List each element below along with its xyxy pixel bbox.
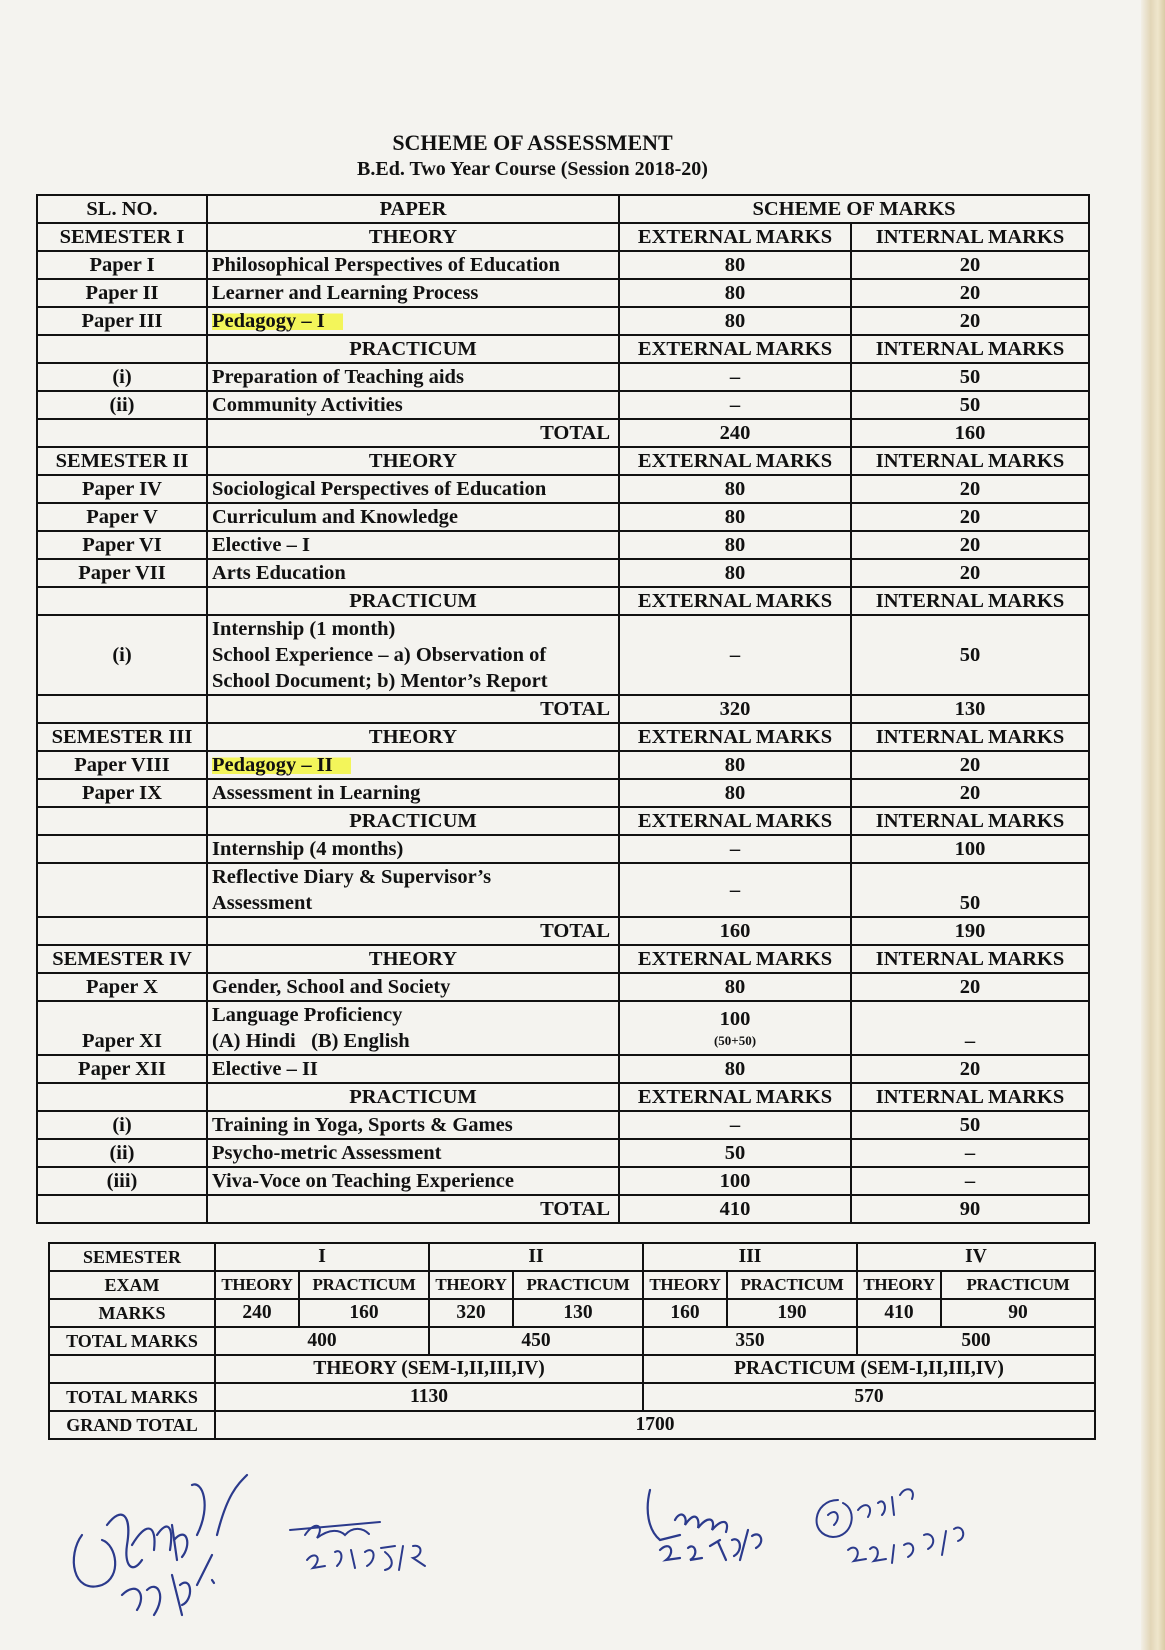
external-total: 160 <box>619 917 851 945</box>
internal-marks-label: INTERNAL MARKS <box>851 223 1089 251</box>
external-marks-label: EXTERNAL MARKS <box>619 223 851 251</box>
internal-cell: 50 <box>851 1111 1089 1139</box>
internal-cell: 20 <box>851 251 1089 279</box>
external-marks-label: EXTERNAL MARKS <box>619 335 851 363</box>
external-cell: 80 <box>619 531 851 559</box>
semester-number: I <box>215 1243 429 1271</box>
paper-cell: Viva-Voce on Teaching Experience <box>207 1167 619 1195</box>
internal-total: 130 <box>851 695 1089 723</box>
grand-total-value: 1700 <box>215 1411 1095 1439</box>
internal-marks-label: INTERNAL MARKS <box>851 945 1089 973</box>
summary-heads-row <box>49 1355 1095 1383</box>
assessment-table <box>36 194 1090 1224</box>
internal-marks-label: INTERNAL MARKS <box>851 1083 1089 1111</box>
total-row <box>37 917 1089 945</box>
sl-cell: (i) <box>37 615 207 695</box>
internal-cell: 20 <box>851 973 1089 1001</box>
paper-line: Reflective Diary & Supervisor’s <box>212 866 492 888</box>
paper-cell: Gender, School and Society <box>207 973 619 1001</box>
paper-cell <box>207 307 619 335</box>
total-label: TOTAL <box>207 419 619 447</box>
internal-cell: – <box>851 1167 1089 1195</box>
practicum-header-row <box>37 335 1089 363</box>
internal-total: 190 <box>851 917 1089 945</box>
semester-label: SEMESTER <box>49 1243 215 1271</box>
sl-cell: Paper XII <box>37 1055 207 1083</box>
scheme-header: SCHEME OF MARKS <box>619 195 1089 223</box>
paper-cell: Assessment in Learning <box>207 779 619 807</box>
internal-total: 90 <box>851 1195 1089 1223</box>
marks-cell: 240 <box>215 1299 299 1327</box>
external-marks-label: EXTERNAL MARKS <box>619 723 851 751</box>
external-cell: – <box>619 1111 851 1139</box>
internal-marks-label: INTERNAL MARKS <box>851 587 1089 615</box>
total-label: TOTAL <box>207 917 619 945</box>
signature-2 <box>285 1500 445 1575</box>
theory-label: THEORY <box>207 447 619 475</box>
empty-cell <box>37 1083 207 1111</box>
paper-cell: Psycho-metric Assessment <box>207 1139 619 1167</box>
practicum-total: 570 <box>643 1383 1095 1411</box>
external-cell: – <box>619 391 851 419</box>
sl-no-header: SL. NO. <box>37 195 207 223</box>
external-cell: – <box>619 863 851 917</box>
total-label: TOTAL <box>207 1195 619 1223</box>
practicum-label: PRACTICUM <box>207 587 619 615</box>
practicum-label: PRACTICUM <box>207 807 619 835</box>
practicum-header-row <box>37 587 1089 615</box>
paper-cell: Sociological Perspectives of Education <box>207 475 619 503</box>
table-row <box>37 835 1089 863</box>
sem1-theory-header-row <box>37 223 1089 251</box>
table-row <box>37 559 1089 587</box>
external-cell: 80 <box>619 307 851 335</box>
practicum-all-head: PRACTICUM (SEM-I,II,III,IV) <box>643 1355 1095 1383</box>
semester-label: SEMESTER II <box>37 447 207 475</box>
sl-cell: Paper I <box>37 251 207 279</box>
semester-number: III <box>643 1243 857 1271</box>
table-row <box>37 279 1089 307</box>
table-row <box>37 1167 1089 1195</box>
total-row <box>37 1195 1089 1223</box>
internal-cell: – <box>851 1139 1089 1167</box>
total-marks-label: TOTAL MARKS <box>49 1327 215 1355</box>
theory-label: THEORY <box>207 723 619 751</box>
grand-total-row <box>49 1411 1095 1439</box>
internal-marks-label: INTERNAL MARKS <box>851 723 1089 751</box>
theory-label: THEORY <box>207 945 619 973</box>
external-marks-label: EXTERNAL MARKS <box>619 945 851 973</box>
semester-total: 500 <box>857 1327 1095 1355</box>
external-cell <box>619 1001 851 1055</box>
total-label: TOTAL <box>207 695 619 723</box>
empty-cell <box>37 695 207 723</box>
internal-cell: 20 <box>851 1055 1089 1083</box>
internal-cell: 20 <box>851 475 1089 503</box>
internal-cell: 20 <box>851 307 1089 335</box>
practicum-label: PRACTICUM <box>941 1271 1095 1299</box>
signature-1 <box>62 1465 252 1635</box>
paper-line: Internship (1 month) <box>212 618 396 640</box>
semester-total: 400 <box>215 1327 429 1355</box>
table-row <box>37 363 1089 391</box>
internal-marks-label: INTERNAL MARKS <box>851 447 1089 475</box>
external-marks-label: EXTERNAL MARKS <box>619 587 851 615</box>
sl-cell: Paper IV <box>37 475 207 503</box>
semester-label: SEMESTER III <box>37 723 207 751</box>
internal-cell: 20 <box>851 779 1089 807</box>
empty-cell <box>37 863 207 917</box>
paper-cell: Arts Education <box>207 559 619 587</box>
practicum-label: PRACTICUM <box>299 1271 429 1299</box>
empty-cell <box>37 419 207 447</box>
external-cell: 80 <box>619 1055 851 1083</box>
internal-cell: – <box>851 1001 1089 1055</box>
paper-cell: Elective – II <box>207 1055 619 1083</box>
paper-line: (A) Hindi (B) English <box>212 1030 410 1052</box>
external-cell: 80 <box>619 973 851 1001</box>
marks-cell: 320 <box>429 1299 513 1327</box>
marks-cell: 90 <box>941 1299 1095 1327</box>
sl-cell: Paper V <box>37 503 207 531</box>
paper-cell <box>207 1001 619 1055</box>
sl-cell: (ii) <box>37 1139 207 1167</box>
sl-cell: (i) <box>37 1111 207 1139</box>
table-row <box>37 503 1089 531</box>
paper-cell: Internship (4 months) <box>207 835 619 863</box>
external-marks-label: EXTERNAL MARKS <box>619 1083 851 1111</box>
semester-label: SEMESTER I <box>37 223 207 251</box>
document-subtitle: B.Ed. Two Year Course (Session 2018-20) <box>357 158 708 180</box>
theory-total: 1130 <box>215 1383 643 1411</box>
theory-label: THEORY <box>207 223 619 251</box>
practicum-label: PRACTICUM <box>513 1271 643 1299</box>
highlighted-text: Pedagogy – II <box>212 754 351 776</box>
summary-marks-row <box>49 1299 1095 1327</box>
empty-cell <box>37 807 207 835</box>
external-marks-label: EXTERNAL MARKS <box>619 807 851 835</box>
summary-overall-row <box>49 1383 1095 1411</box>
sl-cell: Paper VII <box>37 559 207 587</box>
internal-cell: 20 <box>851 751 1089 779</box>
table-row <box>37 1055 1089 1083</box>
practicum-label: PRACTICUM <box>207 335 619 363</box>
practicum-header-row <box>37 807 1089 835</box>
summary-exam-row <box>49 1271 1095 1299</box>
semester-label: SEMESTER IV <box>37 945 207 973</box>
paper-cell <box>207 751 619 779</box>
external-cell: 80 <box>619 279 851 307</box>
sl-cell: (iii) <box>37 1167 207 1195</box>
signature-3 <box>640 1480 790 1570</box>
empty-cell <box>37 587 207 615</box>
internal-cell: 20 <box>851 531 1089 559</box>
external-cell: – <box>619 835 851 863</box>
marks-cell: 160 <box>299 1299 429 1327</box>
table-row <box>37 1111 1089 1139</box>
table-row <box>37 1001 1089 1055</box>
paper-cell: Elective – I <box>207 531 619 559</box>
external-cell: 50 <box>619 1139 851 1167</box>
sl-cell: Paper II <box>37 279 207 307</box>
sl-cell: Paper XI <box>37 1001 207 1055</box>
paper-cell: Training in Yoga, Sports & Games <box>207 1111 619 1139</box>
total-row <box>37 419 1089 447</box>
table-row <box>37 475 1089 503</box>
marks-cell: 190 <box>727 1299 857 1327</box>
practicum-header-row <box>37 1083 1089 1111</box>
summary-total-row <box>49 1327 1095 1355</box>
empty-cell <box>37 917 207 945</box>
summary-table <box>48 1242 1096 1440</box>
external-cell: 80 <box>619 251 851 279</box>
grand-total-label: GRAND TOTAL <box>49 1411 215 1439</box>
theory-label: THEORY <box>643 1271 727 1299</box>
external-note: (50+50) <box>713 1033 757 1048</box>
external-total: 320 <box>619 695 851 723</box>
sl-cell: Paper III <box>37 307 207 335</box>
table-row <box>37 307 1089 335</box>
marks-cell: 160 <box>643 1299 727 1327</box>
document-title: SCHEME OF ASSESSMENT <box>392 130 673 155</box>
external-cell: 80 <box>619 751 851 779</box>
table-row <box>37 391 1089 419</box>
internal-cell: 50 <box>851 363 1089 391</box>
sl-cell: Paper X <box>37 973 207 1001</box>
external-cell: 80 <box>619 779 851 807</box>
table-row <box>37 251 1089 279</box>
paper-cell: Curriculum and Knowledge <box>207 503 619 531</box>
internal-marks-label: INTERNAL MARKS <box>851 335 1089 363</box>
internal-cell: 20 <box>851 279 1089 307</box>
theory-all-head: THEORY (SEM-I,II,III,IV) <box>215 1355 643 1383</box>
total-marks-label: TOTAL MARKS <box>49 1383 215 1411</box>
sem3-theory-header-row <box>37 723 1089 751</box>
table-row <box>37 973 1089 1001</box>
paper-header: PAPER <box>207 195 619 223</box>
sl-cell: Paper VIII <box>37 751 207 779</box>
summary-semester-row <box>49 1243 1095 1271</box>
external-cell: – <box>619 363 851 391</box>
paper-cell <box>207 863 619 917</box>
signature-4 <box>808 1475 978 1570</box>
marks-cell: 410 <box>857 1299 941 1327</box>
marks-label: MARKS <box>49 1299 215 1327</box>
theory-label: THEORY <box>857 1271 941 1299</box>
paper-cell: Preparation of Teaching aids <box>207 363 619 391</box>
theory-label: THEORY <box>215 1271 299 1299</box>
practicum-label: PRACTICUM <box>207 1083 619 1111</box>
table-row <box>37 863 1089 917</box>
paper-line: School Experience – a) Observation of <box>212 644 547 666</box>
paper-line: Assessment <box>212 892 313 914</box>
empty-cell <box>49 1355 215 1383</box>
table-row <box>37 615 1089 695</box>
empty-cell <box>37 835 207 863</box>
external-total: 240 <box>619 419 851 447</box>
semester-total: 350 <box>643 1327 857 1355</box>
internal-cell: 50 <box>851 391 1089 419</box>
internal-cell: 20 <box>851 559 1089 587</box>
internal-total: 160 <box>851 419 1089 447</box>
sem4-theory-header-row <box>37 945 1089 973</box>
paper-edge <box>1141 0 1165 1650</box>
empty-cell <box>37 1195 207 1223</box>
paper-line: Language Proficiency <box>212 1004 403 1026</box>
paper-cell <box>207 615 619 695</box>
sl-cell: Paper VI <box>37 531 207 559</box>
paper-cell: Philosophical Perspectives of Education <box>207 251 619 279</box>
external-cell: – <box>619 615 851 695</box>
internal-marks-label: INTERNAL MARKS <box>851 807 1089 835</box>
table-row <box>37 751 1089 779</box>
semester-total: 450 <box>429 1327 643 1355</box>
total-row <box>37 695 1089 723</box>
sl-cell: Paper IX <box>37 779 207 807</box>
practicum-label: PRACTICUM <box>727 1271 857 1299</box>
semester-number: IV <box>857 1243 1095 1271</box>
internal-cell: 20 <box>851 503 1089 531</box>
theory-label: THEORY <box>429 1271 513 1299</box>
external-value: 100 <box>719 1008 751 1030</box>
table-row <box>37 779 1089 807</box>
internal-cell: 50 <box>851 615 1089 695</box>
header-row <box>37 195 1089 223</box>
external-marks-label: EXTERNAL MARKS <box>619 447 851 475</box>
internal-cell: 100 <box>851 835 1089 863</box>
sem2-theory-header-row <box>37 447 1089 475</box>
sl-cell: (i) <box>37 363 207 391</box>
external-cell: 80 <box>619 503 851 531</box>
paper-cell: Community Activities <box>207 391 619 419</box>
internal-cell: 50 <box>851 863 1089 917</box>
table-row <box>37 1139 1089 1167</box>
table-row <box>37 531 1089 559</box>
external-cell: 80 <box>619 475 851 503</box>
semester-number: II <box>429 1243 643 1271</box>
marks-cell: 130 <box>513 1299 643 1327</box>
highlighted-text: Pedagogy – I <box>212 310 343 332</box>
paper-line: School Document; b) Mentor’s Report <box>212 670 548 692</box>
sl-cell: (ii) <box>37 391 207 419</box>
external-cell: 100 <box>619 1167 851 1195</box>
empty-cell <box>37 335 207 363</box>
external-total: 410 <box>619 1195 851 1223</box>
exam-label: EXAM <box>49 1271 215 1299</box>
paper-cell: Learner and Learning Process <box>207 279 619 307</box>
external-cell: 80 <box>619 559 851 587</box>
